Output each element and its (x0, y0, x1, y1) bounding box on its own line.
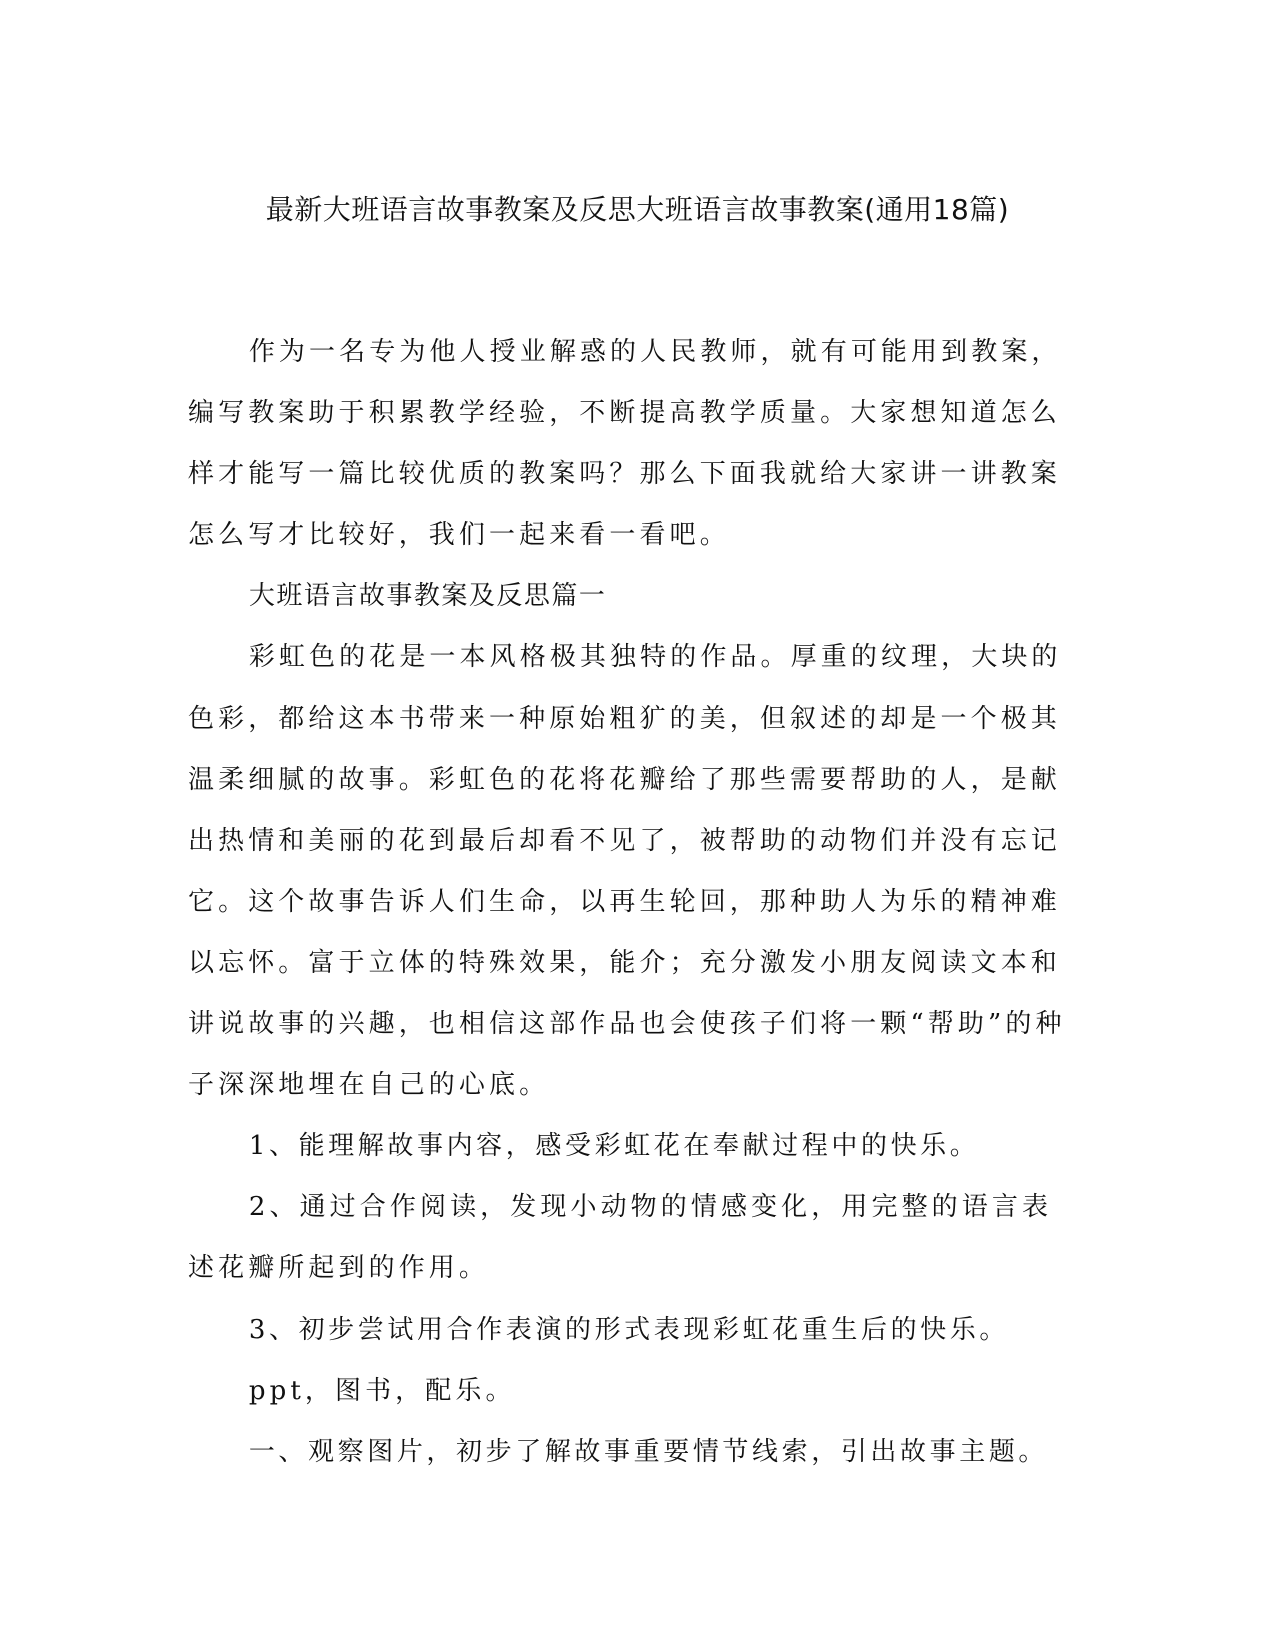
section-heading: 大班语言故事教案及反思篇一 (248, 581, 607, 612)
goal-item-2: 2、通过合作阅读，发现小动物的情感变化，用完整的语言表述花瓣所起到的作用。 (188, 1192, 1053, 1284)
story-paragraph: 彩虹色的花是一本风格极其独特的作品。厚重的纹理，大块的色彩，都给这本书带来一种原始粗犷的美，但叙述的却是一个极其温柔细腻的故事。彩虹色的花将花瓣给了那些需要帮助的人，是献出热情和美丽的花到最后却看不见了，被帮助的动物们并没有忘记它。这个故事告诉人们生命，以再生轮回，那种助人为乐的精神难以忘怀。富于立体的特殊效果，能介；充分激发小朋友阅读文本和讲说故事的兴趣，也相信这部作品也会使孩子们将一颗“帮助”的种子深深地埋在自己的心底。 (188, 642, 1066, 1101)
document-body (188, 322, 1075, 1483)
document-title: 最新大班语言故事教案及反思大班语言故事教案(通用18篇) (265, 193, 1010, 226)
goal-item-3: 3、初步尝试用合作表演的形式表现彩虹花重生后的快乐。 (248, 1314, 1009, 1345)
intro-paragraph: 作为一名专为他人授业解惑的人民教师，就有可能用到教案，编写教案助于积累教学经验，不断提高教学质量。大家想知道怎么样才能写一篇比较优质的教案吗？那么下面我就给大家讲一讲教案怎么写才比较好，我们一起来看一看吧。 (188, 337, 1062, 551)
materials-paragraph: ppt，图书，配乐。 (248, 1375, 516, 1406)
step-item-1: 一、观察图片，初步了解故事重要情节线索，引出故事主题。 (248, 1436, 1049, 1467)
goal-item-1: 1、能理解故事内容，感受彩虹花在奉献过程中的快乐。 (248, 1131, 980, 1162)
